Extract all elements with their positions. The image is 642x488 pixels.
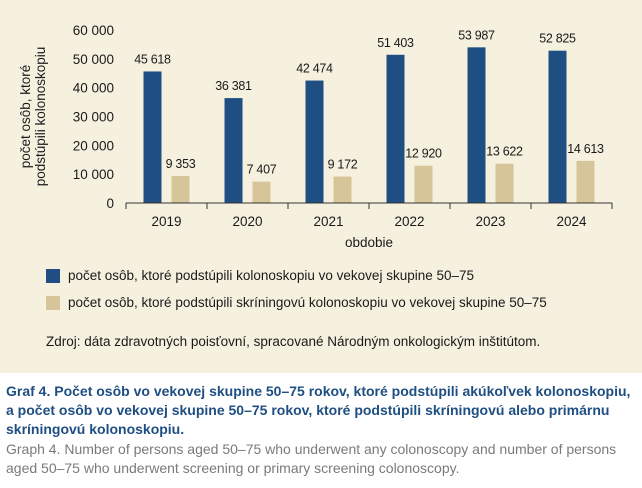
caption-english: Graph 4. Number of persons aged 50–75 who underwent any colonoscopy and number of persons aged 50–75 who underwent screening or primary screening colonoscopy. xyxy=(6,441,617,476)
legend-swatch-colonoscopy xyxy=(46,269,60,283)
legend-item-colonoscopy xyxy=(46,262,547,289)
figure-caption xyxy=(6,382,634,478)
y-tick-label: 10 000 xyxy=(72,167,114,183)
value-label-colonoscopy: 53 987 xyxy=(458,28,495,43)
y-tick-label: 50 000 xyxy=(72,51,114,67)
x-tick-label: 2022 xyxy=(394,214,425,229)
bar-colonoscopy xyxy=(144,71,162,203)
x-axis-label: obdobie xyxy=(344,235,394,250)
bar-colonoscopy xyxy=(306,81,324,203)
legend-item-screening xyxy=(46,289,547,316)
value-label-screening: 13 622 xyxy=(486,144,523,159)
y-tick-label: 0 xyxy=(106,196,114,211)
bar-screening xyxy=(334,177,352,203)
chart-legend xyxy=(46,262,547,316)
x-tick-label: 2023 xyxy=(475,214,506,229)
data-source-note: Zdroj: dáta zdravotných poisťovní, spracované Národným onkologickým inštitútom. xyxy=(46,334,541,349)
value-label-colonoscopy: 45 618 xyxy=(134,52,171,67)
value-label-colonoscopy: 51 403 xyxy=(377,35,414,50)
value-label-colonoscopy: 36 381 xyxy=(215,79,252,94)
value-label-screening: 9 172 xyxy=(327,157,358,172)
bar-colonoscopy xyxy=(387,55,405,203)
bar-screening xyxy=(415,166,433,203)
value-label-colonoscopy: 42 474 xyxy=(296,61,333,76)
y-tick-label: 20 000 xyxy=(72,138,114,154)
legend-swatch-screening xyxy=(46,296,60,310)
y-axis-label-line-1: počet osôb, ktoré xyxy=(18,64,33,169)
bar-colonoscopy xyxy=(549,51,567,203)
value-label-screening: 14 613 xyxy=(567,141,604,156)
bar-colonoscopy xyxy=(468,47,486,203)
value-label-screening: 12 920 xyxy=(405,146,442,161)
legend-label-screening: počet osôb, ktoré podstúpili skríningovú kolonoskopiu vo vekovej skupine 50–75 xyxy=(68,295,547,310)
y-tick-label: 40 000 xyxy=(72,80,114,96)
x-tick-label: 2019 xyxy=(151,214,182,229)
value-label-colonoscopy: 52 825 xyxy=(539,31,576,46)
bar-screening xyxy=(172,176,190,203)
bar-colonoscopy xyxy=(225,98,243,203)
y-axis-label xyxy=(18,47,48,187)
x-tick-label: 2024 xyxy=(556,214,587,229)
x-tick-label: 2020 xyxy=(232,214,263,229)
value-label-screening: 9 353 xyxy=(165,157,196,172)
value-label-screening: 7 407 xyxy=(246,162,277,177)
caption-slovak: Graf 4. Počet osôb vo vekovej skupine 50–75 rokov, ktoré podstúpili akúkoľvek kolonoskopiu, a počet osôb vo vekovej skupine 50–75 rokov, ktoré podstúpili skríningovú alebo primárnu skríningovú kolonoskopiu. xyxy=(6,383,631,437)
bar-screening xyxy=(496,164,514,203)
y-tick-label: 60 000 xyxy=(72,23,114,38)
legend-label-colonoscopy: počet osôb, ktoré podstúpili kolonoskopiu vo vekovej skupine 50–75 xyxy=(68,268,475,283)
bar-screening xyxy=(577,161,595,203)
y-axis-label-line-2: podstúpili kolonoskopiu xyxy=(33,46,48,187)
y-tick-label: 30 000 xyxy=(72,109,114,125)
bar-screening xyxy=(253,182,271,203)
x-tick-label: 2021 xyxy=(313,214,344,229)
